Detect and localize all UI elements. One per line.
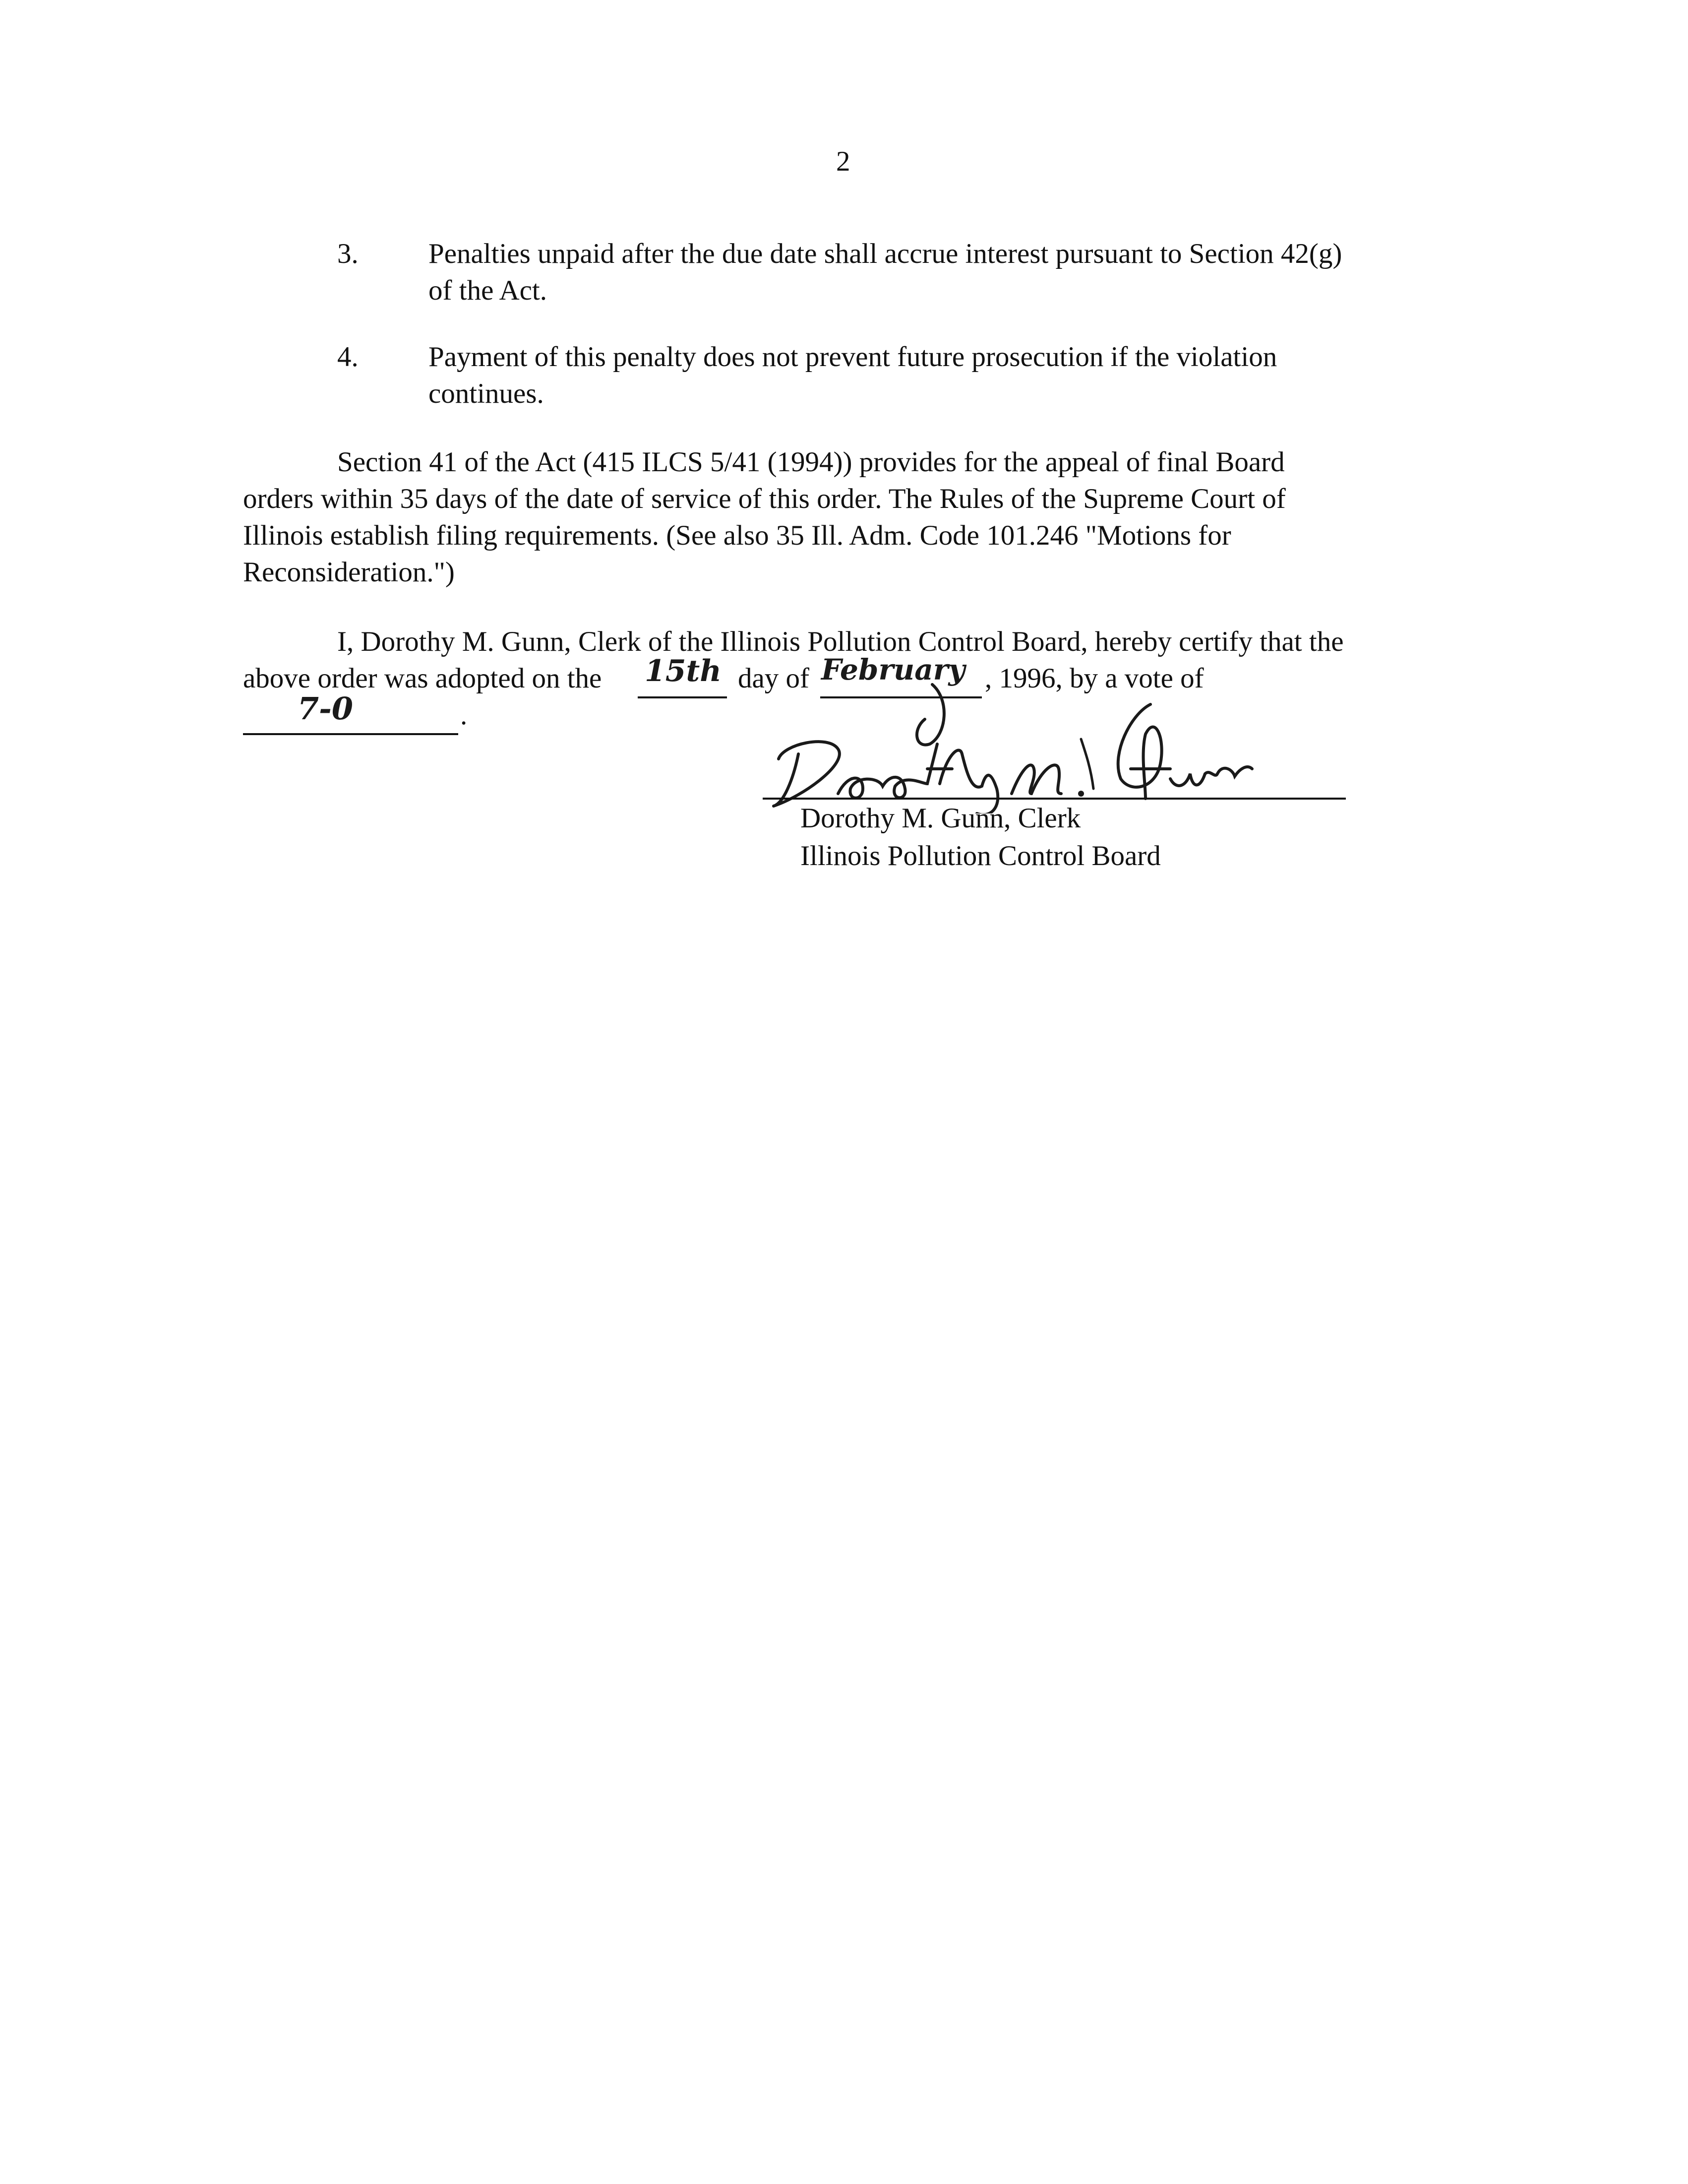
signatory-organization: Illinois Pollution Control Board <box>800 840 1161 872</box>
item-number: 3. <box>337 238 359 269</box>
handwritten-vote: 7-0 <box>298 690 354 727</box>
paragraph-line: Reconsideration.") <box>243 557 455 588</box>
certification-line: above order was adopted on the <box>243 663 602 694</box>
vote-blank-line <box>243 733 458 735</box>
handwritten-day: 15th <box>645 654 722 688</box>
handwritten-signature <box>764 694 1299 813</box>
signatory-name: Dorothy M. Gunn, Clerk <box>800 803 1081 834</box>
certification-line: , 1996, by a vote of <box>985 663 1204 694</box>
item-text-line: continues. <box>428 378 544 409</box>
page-number: 2 <box>836 146 850 177</box>
paragraph-line: Section 41 of the Act (415 ILCS 5/41 (1994)) provides for the appeal of final Board <box>337 446 1285 478</box>
handwritten-month: February <box>821 653 965 686</box>
item-text-line: Payment of this penalty does not prevent future prosecution if the violation <box>428 341 1277 373</box>
signature-line <box>763 798 1346 800</box>
paragraph-line: Illinois establish filing requirements. (See also 35 Ill. Adm. Code 101.246 "Motions for <box>243 520 1231 551</box>
certification-line: I, Dorothy M. Gunn, Clerk of the Illinois Pollution Control Board, hereby certify that the <box>337 626 1344 657</box>
day-blank-line <box>638 696 727 698</box>
item-number: 4. <box>337 341 359 373</box>
vote-period: . <box>460 699 468 731</box>
certification-line: day of <box>738 663 810 694</box>
paragraph-line: orders within 35 days of the date of service of this order. The Rules of the Supreme Court of <box>243 483 1286 514</box>
item-text-line: of the Act. <box>428 275 547 306</box>
item-text-line: Penalties unpaid after the due date shall accrue interest pursuant to Section 42(g) <box>428 238 1342 269</box>
